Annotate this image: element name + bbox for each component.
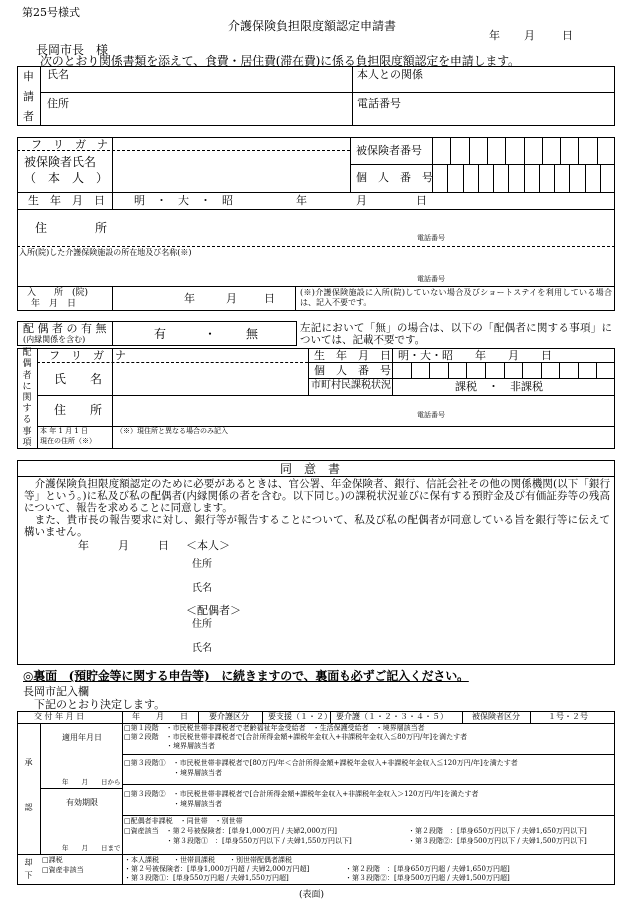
admission-label: 入 所 (院) <box>27 288 89 298</box>
reject-right-1: ・第２段階 ：[単身650万円超 / 夫婦1,650万円超] <box>345 865 510 873</box>
digit-divider <box>569 164 570 192</box>
spouse-notice: 左記において「無」の場合は、以下の「配偶者に関する事項」については、記載不要です。 <box>300 322 612 346</box>
consent-month: 月 <box>118 539 129 552</box>
insured-name-sub: （ 本 人 ） <box>24 171 109 185</box>
spouse-birth-value: 明・大・昭 年 月 日 <box>398 349 552 362</box>
birth-year: 年 <box>296 194 307 207</box>
office-decision: 下記のとおり決定します。 <box>34 698 166 711</box>
asset-right-line-2: ・第３段階②：[単身500万円以下 / 夫婦1,500万円以下] <box>408 837 587 845</box>
personal-number-label: 個 人 番 号 <box>356 171 433 184</box>
asset-right-line-1: ・第２段階 ：[単身650万円以下 / 夫婦1,650万円以下] <box>408 827 587 835</box>
digit-divider <box>596 362 597 378</box>
digit-divider <box>505 137 506 164</box>
form-number: 第25号様式 <box>22 6 80 19</box>
consent-para-2: また、貴市長の報告要求に対し、銀行等が報告することについて、私及び私の配偶者が同意している旨を銀行等に伝えて構いません。 <box>24 514 610 538</box>
spouse-yes-option[interactable]: 有 <box>154 327 167 341</box>
spouse-presence-sub: (内縁関係を含む) <box>23 335 86 344</box>
digit-divider <box>450 137 451 164</box>
apply-date-label: 適用年月日 <box>62 733 102 742</box>
insured-number-label: 被保険者番号 <box>356 144 422 157</box>
spouse-tax-value: 課税 ・ 非課税 <box>455 380 543 393</box>
spouse-address-label: 住 所 <box>54 403 103 417</box>
spouse-jan1-note: （※）現住所と異なる場合のみ記入 <box>116 427 228 435</box>
stage2-line: □第２段階 ・市民税世帯非課税者で[合計所得金額+課税年金収入+非課税年金収入≦80万円/年]を満たす者 <box>124 733 468 741</box>
reject-mid-3: ・第３段階①：[単身550万円超 / 夫婦1,550万円超] <box>124 874 289 882</box>
admission-month: 月 <box>226 292 237 305</box>
digit-divider <box>504 362 505 378</box>
digit-divider <box>469 137 470 164</box>
page-footer: (表面) <box>299 890 325 900</box>
digit-divider <box>466 362 467 378</box>
consent-year: 年 <box>78 539 89 552</box>
addressee: 長岡市長 様 <box>36 43 109 57</box>
spouse-birth-label: 生 年 月 日 <box>314 349 391 362</box>
digit-divider <box>411 362 412 378</box>
birth-month: 月 <box>356 194 367 207</box>
intro-text: 次のとおり関係書類を添えて、食費・居住費(滞在費)に係る負担限度額認定を申請します。 <box>40 54 520 68</box>
reject-right-2: ・第３段階②：[単身500万円超 / 夫婦1,500万円超] <box>345 874 510 882</box>
digit-divider <box>524 164 525 192</box>
consent-self-address: 住所 <box>192 559 212 570</box>
valid-until: 年 月 日まで <box>62 844 121 852</box>
facility-phone-label: 電話番号 <box>417 275 445 283</box>
insured-address-label: 住 所 <box>35 221 108 235</box>
care-level: 要介護（１・２・３・４・５） <box>336 712 448 721</box>
apply-from: 年 月 日から <box>62 778 121 786</box>
reject-asset: □資産非該当 <box>42 866 84 874</box>
reject-tax: □課税 <box>42 856 63 864</box>
digit-divider <box>554 164 555 192</box>
consent-day: 日 <box>158 539 169 552</box>
digit-divider <box>541 362 542 378</box>
birth-label: 生 年 月 日 <box>28 194 105 207</box>
digit-divider <box>448 362 449 378</box>
digit-divider <box>524 137 525 164</box>
consent-spouse-label: ＜配偶者＞ <box>186 604 241 617</box>
insured-class-label: 被保険者区分 <box>472 712 520 721</box>
insured-class-value: １号・２号 <box>548 712 588 721</box>
digit-divider <box>508 164 509 192</box>
support-level: 要支援（１・２） <box>268 712 332 721</box>
stage3a-border-line: ・境界層該当者 <box>124 769 222 777</box>
digit-divider <box>559 362 560 378</box>
digit-divider <box>487 137 488 164</box>
applicant-phone-label: 電話番号 <box>357 97 401 110</box>
birth-day: 日 <box>416 194 427 207</box>
digit-divider <box>493 164 494 192</box>
back-notice: ◎裏面 (預貯金等に関する申告等) に続きますので、裏面も必ずご記入ください。 <box>23 669 469 683</box>
asset-line-2: ・第３段階① ：[単身550万円以下 / 夫婦1,550万円以下] <box>124 837 352 845</box>
admission-note: (※)介護保険施設に入所(院)していない場合及びショートステイを利用している場合は、記入不要です。 <box>300 288 612 307</box>
issue-date-value: 年 月 日 <box>132 712 188 721</box>
digit-divider <box>485 362 486 378</box>
consent-spouse-address: 住所 <box>192 619 212 630</box>
digit-divider <box>463 164 464 192</box>
insured-furigana-label: フ リ ガ ナ <box>31 138 108 151</box>
asset-line-1: □資産該当 ・第２号被保険者：[単身1,000万円 / 夫婦2,000万円] <box>124 827 337 835</box>
spouse-tax-label: 市町村民課税状況 <box>311 380 391 391</box>
valid-label: 有効期限 <box>66 798 98 807</box>
stage3b-line: □第３段階② ・市民税世帯非課税者で[合計所得金額+課税年金収入+非課税年金収入＞120万円/年]を満たす者 <box>124 790 479 798</box>
spouse-jan1-label-2: 現在の住所（※） <box>40 437 96 445</box>
office-title: 長岡市記入欄 <box>23 685 89 698</box>
digit-divider <box>429 362 430 378</box>
digit-divider <box>478 164 479 192</box>
digit-divider <box>560 137 561 164</box>
consent-para-1: 介護保険負担限度額認定のために必要があるときは、官公署、年金保険者、銀行、信託会社その他の関係機関(以下「銀行等」という。)に私及び私の配偶者(内縁関係の者を含む。以下同じ。)の課税状況並びに保有する預貯金及び有価証券等の残高について、報告を求めることに同意します。 <box>24 478 610 514</box>
issue-date-label: 交 付 年 月 日 <box>34 712 85 721</box>
applicant-address-label: 住所 <box>47 97 69 110</box>
spouse-phone-label: 電話番号 <box>417 411 445 419</box>
date-day: 日 <box>562 29 573 42</box>
form-title: 介護保険負担限度額認定申請書 <box>228 19 397 33</box>
stage2-border-line: ・境界層該当者 <box>124 742 215 750</box>
spouse-furigana-label: フ リ ガ ナ <box>49 349 126 362</box>
consent-title: 同 意 書 <box>280 462 341 476</box>
consent-self-name: 氏名 <box>192 583 212 594</box>
digit-divider <box>542 137 543 164</box>
stage3a-line: □第３段階① ・市民税世帯非課税者で[80万円/年＜合計所得金額+課税年金収入+非課税年金収入≦120万円/年]を満たす者 <box>124 759 518 767</box>
digit-divider <box>447 164 448 192</box>
insured-name-label: 被保険者氏名 <box>24 155 97 169</box>
reject-side-label: 却 下 <box>24 857 33 880</box>
date-month: 月 <box>524 29 535 42</box>
spouse-presence-label: 配 偶 者 の 有 無 <box>23 322 107 335</box>
approval-side-label: 承 認 <box>24 757 33 812</box>
applicant-box <box>17 66 615 126</box>
spouse-personal-number-label: 個 人 番 号 <box>314 364 391 377</box>
date-year: 年 <box>489 29 500 42</box>
digit-divider <box>522 362 523 378</box>
digit-divider <box>600 164 601 192</box>
admission-day: 日 <box>264 292 275 305</box>
spouse-jan1-label: 本 年 1 月 1 日 <box>40 427 89 435</box>
reject-mid-2: ・第２号被保険者：[単身1,000万円超 / 夫婦2,000万円超] <box>124 865 310 873</box>
spouse-no-option[interactable]: 無 <box>246 327 259 341</box>
spouse-option-dot: ・ <box>204 327 217 341</box>
applicant-name-label: 氏名 <box>47 68 69 81</box>
birth-era: 明 ・ 大 ・ 昭 <box>134 194 233 207</box>
spouse-name-label: 氏 名 <box>54 372 103 386</box>
stage3b-border-line: ・境界層該当者 <box>124 800 222 808</box>
stage1-line: □第１段階 ・市民税世帯非課税者で老齢福祉年金受給者 ・生活保護受給者 ・境界層該当者 <box>124 724 425 732</box>
spouse-side-label: 配 偶 者 に 関 す る 事 項 <box>22 348 32 448</box>
reject-mid-1: ・本人課税 ・世帯員課税 ・別世帯配偶者課税 <box>124 856 292 864</box>
facility-label: 入所(院)した介護保険施設の所在地及び名称(※) <box>19 248 192 257</box>
insured-phone-label: 電話番号 <box>417 234 445 242</box>
admission-label-2: 年 月 日 <box>31 299 77 309</box>
admission-year: 年 <box>184 292 195 305</box>
digit-divider <box>578 137 579 164</box>
spouse-nontax-line: □配偶者非課税 ・同世帯 ・別世帯 <box>124 817 243 825</box>
care-level-label: 要介護区分 <box>209 712 249 721</box>
consent-self-label: ＜本人＞ <box>186 539 230 552</box>
digit-divider <box>539 164 540 192</box>
applicant-side-label: 申 請 者 <box>23 69 34 123</box>
digit-divider <box>585 164 586 192</box>
digit-divider <box>578 362 579 378</box>
digit-divider <box>597 137 598 164</box>
applicant-relation-label: 本人との関係 <box>357 68 423 81</box>
consent-spouse-name: 氏名 <box>192 643 212 654</box>
